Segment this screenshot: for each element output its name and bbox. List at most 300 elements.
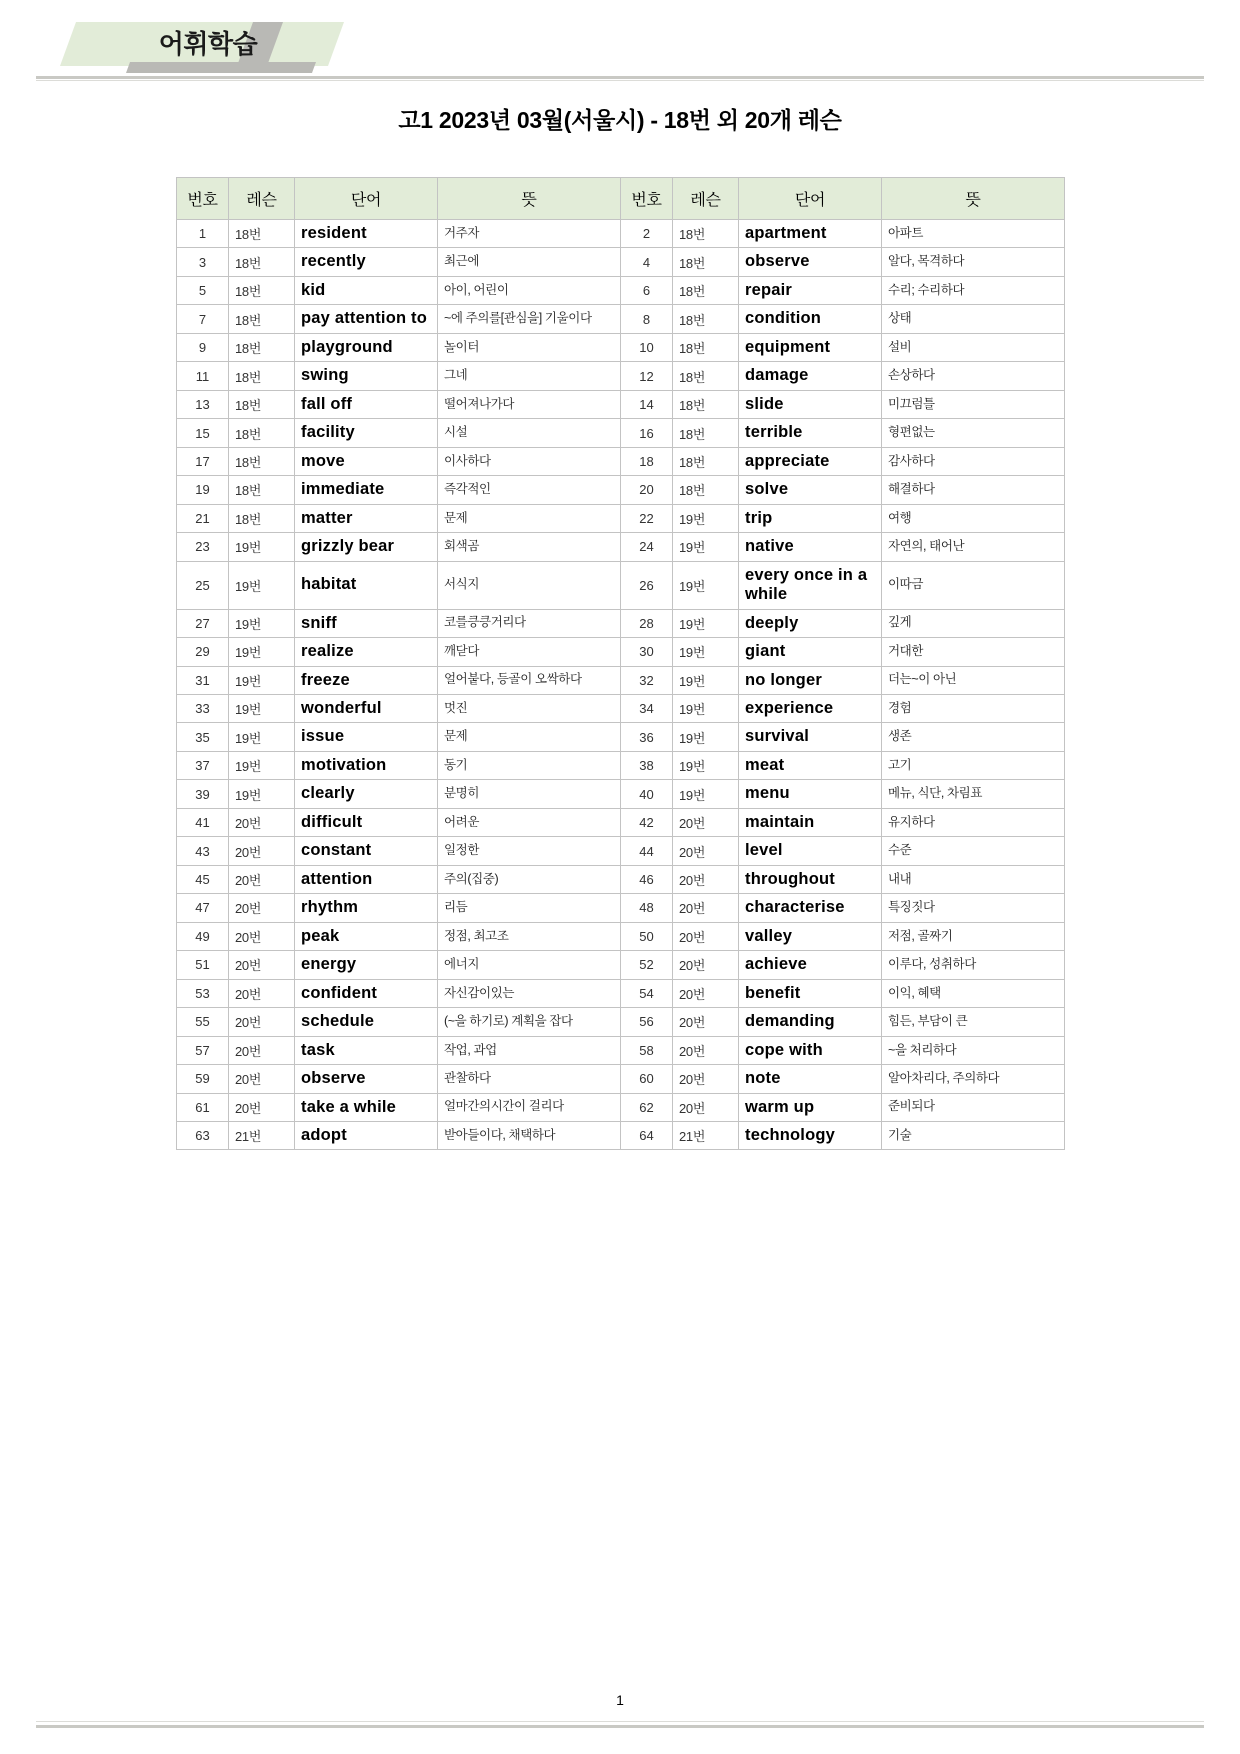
cell-word-left: motivation (295, 751, 438, 779)
cell-lesson-left: 20번 (229, 1008, 295, 1036)
cell-no-left: 45 (177, 865, 229, 893)
table-row (177, 609, 1065, 637)
cell-word-right: technology (739, 1122, 882, 1150)
cell-no-right: 2 (621, 220, 673, 248)
cell-meaning-right: ~을 처리하다 (882, 1036, 1065, 1064)
table-row (177, 837, 1065, 865)
cell-lesson-left: 18번 (229, 333, 295, 361)
table-row (177, 447, 1065, 475)
cell-word-left: move (295, 447, 438, 475)
cell-lesson-right: 20번 (673, 979, 739, 1007)
cell-word-left: habitat (295, 561, 438, 609)
cell-no-left: 57 (177, 1036, 229, 1064)
cell-word-right: menu (739, 780, 882, 808)
cell-word-right: terrible (739, 419, 882, 447)
cell-lesson-left: 19번 (229, 751, 295, 779)
cell-no-left: 13 (177, 390, 229, 418)
cell-no-right: 20 (621, 476, 673, 504)
cell-no-left: 23 (177, 533, 229, 561)
cell-no-right: 16 (621, 419, 673, 447)
cell-no-right: 28 (621, 609, 673, 637)
cell-lesson-right: 19번 (673, 561, 739, 609)
cell-meaning-right: 생존 (882, 723, 1065, 751)
column-header-lesson-left: 레슨 (229, 178, 295, 220)
cell-meaning-right: 손상하다 (882, 362, 1065, 390)
cell-lesson-right: 20번 (673, 1065, 739, 1093)
cell-no-right: 36 (621, 723, 673, 751)
cell-no-left: 35 (177, 723, 229, 751)
cell-no-right: 8 (621, 305, 673, 333)
cell-word-left: adopt (295, 1122, 438, 1150)
cell-no-right: 40 (621, 780, 673, 808)
cell-lesson-left: 20번 (229, 951, 295, 979)
cell-word-left: observe (295, 1065, 438, 1093)
cell-word-right: benefit (739, 979, 882, 1007)
cell-no-left: 15 (177, 419, 229, 447)
cell-meaning-left: 최근에 (438, 248, 621, 276)
cell-meaning-left: 리듬 (438, 894, 621, 922)
table-row (177, 333, 1065, 361)
cell-meaning-left: 얼마간의시간이 걸리다 (438, 1093, 621, 1121)
table-row (177, 476, 1065, 504)
cell-no-left: 47 (177, 894, 229, 922)
cell-no-left: 9 (177, 333, 229, 361)
cell-word-left: sniff (295, 609, 438, 637)
cell-no-right: 14 (621, 390, 673, 418)
table-row (177, 694, 1065, 722)
cell-no-right: 22 (621, 504, 673, 532)
cell-word-right: slide (739, 390, 882, 418)
cell-word-left: wonderful (295, 694, 438, 722)
cell-meaning-right: 해결하다 (882, 476, 1065, 504)
cell-word-left: recently (295, 248, 438, 276)
column-header-no-right: 번호 (621, 178, 673, 220)
cell-meaning-left: 회색곰 (438, 533, 621, 561)
cell-meaning-right: 내내 (882, 865, 1065, 893)
cell-meaning-left: 자신감이있는 (438, 979, 621, 1007)
cell-meaning-left: 거주자 (438, 220, 621, 248)
cell-no-right: 30 (621, 638, 673, 666)
cell-meaning-left: 주의(집중) (438, 865, 621, 893)
cell-meaning-left: (~을 하기로) 계획을 잡다 (438, 1008, 621, 1036)
cell-lesson-left: 18번 (229, 504, 295, 532)
cell-lesson-right: 18번 (673, 305, 739, 333)
cell-lesson-left: 20번 (229, 1065, 295, 1093)
cell-meaning-right: 더는~이 아닌 (882, 666, 1065, 694)
cell-meaning-left: 관찰하다 (438, 1065, 621, 1093)
cell-lesson-left: 20번 (229, 1036, 295, 1064)
cell-meaning-left: 얼어붙다, 등골이 오싹하다 (438, 666, 621, 694)
cell-word-right: characterise (739, 894, 882, 922)
cell-word-right: native (739, 533, 882, 561)
cell-lesson-right: 20번 (673, 922, 739, 950)
table-row (177, 865, 1065, 893)
cell-lesson-left: 20번 (229, 808, 295, 836)
cell-word-right: warm up (739, 1093, 882, 1121)
cell-lesson-left: 20번 (229, 922, 295, 950)
cell-meaning-left: 분명히 (438, 780, 621, 808)
cell-word-left: matter (295, 504, 438, 532)
cell-meaning-left: 이사하다 (438, 447, 621, 475)
cell-meaning-left: 문제 (438, 504, 621, 532)
cell-word-right: achieve (739, 951, 882, 979)
column-header-lesson-right: 레슨 (673, 178, 739, 220)
table-row (177, 723, 1065, 751)
cell-lesson-right: 18번 (673, 276, 739, 304)
banner-label: 어휘학습 (158, 29, 258, 59)
cell-word-left: realize (295, 638, 438, 666)
cell-no-right: 62 (621, 1093, 673, 1121)
cell-no-left: 31 (177, 666, 229, 694)
cell-no-right: 10 (621, 333, 673, 361)
cell-lesson-right: 18번 (673, 362, 739, 390)
cell-word-left: resident (295, 220, 438, 248)
cell-lesson-left: 18번 (229, 419, 295, 447)
table-row (177, 533, 1065, 561)
cell-word-left: fall off (295, 390, 438, 418)
cell-lesson-left: 21번 (229, 1122, 295, 1150)
cell-lesson-left: 18번 (229, 447, 295, 475)
cell-word-left: kid (295, 276, 438, 304)
cell-no-left: 33 (177, 694, 229, 722)
cell-meaning-right: 자연의, 태어난 (882, 533, 1065, 561)
cell-word-left: issue (295, 723, 438, 751)
cell-meaning-right: 형편없는 (882, 419, 1065, 447)
table-row (177, 220, 1065, 248)
cell-no-right: 56 (621, 1008, 673, 1036)
cell-lesson-right: 19번 (673, 638, 739, 666)
cell-lesson-left: 20번 (229, 979, 295, 1007)
vocabulary-table (176, 177, 1065, 1150)
vocabulary-table-container (176, 177, 1064, 1150)
cell-meaning-right: 유지하다 (882, 808, 1065, 836)
table-row (177, 666, 1065, 694)
cell-meaning-right: 기술 (882, 1122, 1065, 1150)
cell-word-right: meat (739, 751, 882, 779)
cell-word-right: valley (739, 922, 882, 950)
cell-word-left: peak (295, 922, 438, 950)
cell-no-right: 46 (621, 865, 673, 893)
cell-meaning-right: 깊게 (882, 609, 1065, 637)
cell-no-left: 21 (177, 504, 229, 532)
cell-meaning-right: 고기 (882, 751, 1065, 779)
cell-lesson-right: 19번 (673, 694, 739, 722)
cell-no-right: 26 (621, 561, 673, 609)
cell-meaning-right: 메뉴, 식단, 차림표 (882, 780, 1065, 808)
cell-word-right: throughout (739, 865, 882, 893)
table-row (177, 1008, 1065, 1036)
cell-word-right: survival (739, 723, 882, 751)
cell-lesson-right: 21번 (673, 1122, 739, 1150)
cell-no-left: 3 (177, 248, 229, 276)
cell-no-right: 34 (621, 694, 673, 722)
cell-lesson-left: 20번 (229, 894, 295, 922)
cell-lesson-right: 19번 (673, 666, 739, 694)
cell-meaning-left: 작업, 과업 (438, 1036, 621, 1064)
cell-meaning-right: 준비되다 (882, 1093, 1065, 1121)
cell-word-right: appreciate (739, 447, 882, 475)
cell-lesson-right: 18번 (673, 390, 739, 418)
cell-word-right: observe (739, 248, 882, 276)
cell-word-right: maintain (739, 808, 882, 836)
cell-meaning-left: 받아들이다, 채택하다 (438, 1122, 621, 1150)
table-row (177, 638, 1065, 666)
table-row (177, 305, 1065, 333)
section-banner (60, 22, 380, 74)
cell-meaning-left: 일정한 (438, 837, 621, 865)
table-row (177, 504, 1065, 532)
cell-no-left: 55 (177, 1008, 229, 1036)
cell-lesson-left: 20번 (229, 1093, 295, 1121)
header-divider (36, 76, 1204, 79)
page-footer (0, 1692, 1240, 1710)
cell-word-left: facility (295, 419, 438, 447)
cell-meaning-left: 그네 (438, 362, 621, 390)
cell-no-right: 24 (621, 533, 673, 561)
cell-lesson-right: 20번 (673, 951, 739, 979)
cell-meaning-left: 즉각적인 (438, 476, 621, 504)
cell-word-left: rhythm (295, 894, 438, 922)
table-row (177, 419, 1065, 447)
cell-lesson-right: 20번 (673, 894, 739, 922)
cell-no-right: 4 (621, 248, 673, 276)
cell-meaning-right: 알아차리다, 주의하다 (882, 1065, 1065, 1093)
cell-lesson-right: 18번 (673, 220, 739, 248)
cell-no-left: 39 (177, 780, 229, 808)
cell-word-left: schedule (295, 1008, 438, 1036)
cell-no-right: 44 (621, 837, 673, 865)
cell-lesson-left: 19번 (229, 561, 295, 609)
cell-meaning-left: ~에 주의를[관심을] 기울이다 (438, 305, 621, 333)
cell-meaning-right: 특징짓다 (882, 894, 1065, 922)
table-row (177, 1036, 1065, 1064)
cell-lesson-right: 18번 (673, 447, 739, 475)
cell-meaning-left: 멋진 (438, 694, 621, 722)
cell-lesson-right: 20번 (673, 837, 739, 865)
cell-lesson-left: 20번 (229, 837, 295, 865)
cell-lesson-right: 19번 (673, 723, 739, 751)
cell-word-left: clearly (295, 780, 438, 808)
cell-no-left: 17 (177, 447, 229, 475)
table-header (177, 178, 1065, 220)
table-row (177, 1065, 1065, 1093)
table-row (177, 808, 1065, 836)
cell-no-left: 19 (177, 476, 229, 504)
cell-lesson-right: 18번 (673, 476, 739, 504)
footer-divider (36, 1725, 1204, 1728)
cell-lesson-left: 18번 (229, 390, 295, 418)
cell-lesson-left: 19번 (229, 533, 295, 561)
cell-word-right: repair (739, 276, 882, 304)
cell-word-right: no longer (739, 666, 882, 694)
cell-word-left: task (295, 1036, 438, 1064)
cell-word-right: demanding (739, 1008, 882, 1036)
cell-meaning-left: 서식지 (438, 561, 621, 609)
cell-meaning-right: 여행 (882, 504, 1065, 532)
cell-lesson-left: 18번 (229, 305, 295, 333)
cell-word-right: note (739, 1065, 882, 1093)
cell-lesson-right: 19번 (673, 609, 739, 637)
cell-no-left: 1 (177, 220, 229, 248)
cell-meaning-right: 수준 (882, 837, 1065, 865)
cell-meaning-right: 이익, 혜택 (882, 979, 1065, 1007)
cell-lesson-right: 18번 (673, 419, 739, 447)
cell-no-left: 11 (177, 362, 229, 390)
cell-lesson-right: 20번 (673, 1093, 739, 1121)
cell-word-left: confident (295, 979, 438, 1007)
cell-no-left: 53 (177, 979, 229, 1007)
cell-word-left: difficult (295, 808, 438, 836)
cell-meaning-left: 문제 (438, 723, 621, 751)
cell-no-right: 50 (621, 922, 673, 950)
cell-lesson-left: 19번 (229, 694, 295, 722)
table-row (177, 390, 1065, 418)
cell-no-left: 49 (177, 922, 229, 950)
column-header-no-left: 번호 (177, 178, 229, 220)
cell-meaning-left: 코를킁킁거리다 (438, 609, 621, 637)
cell-no-right: 42 (621, 808, 673, 836)
cell-word-left: playground (295, 333, 438, 361)
cell-word-left: constant (295, 837, 438, 865)
cell-word-left: take a while (295, 1093, 438, 1121)
cell-meaning-left: 시설 (438, 419, 621, 447)
cell-no-left: 37 (177, 751, 229, 779)
cell-no-right: 12 (621, 362, 673, 390)
cell-lesson-left: 19번 (229, 666, 295, 694)
cell-no-left: 27 (177, 609, 229, 637)
table-row (177, 561, 1065, 609)
table-row (177, 751, 1065, 779)
cell-no-right: 58 (621, 1036, 673, 1064)
cell-no-left: 7 (177, 305, 229, 333)
cell-meaning-right: 아파트 (882, 220, 1065, 248)
cell-no-left: 63 (177, 1122, 229, 1150)
cell-word-left: grizzly bear (295, 533, 438, 561)
table-row (177, 780, 1065, 808)
cell-meaning-left: 정점, 최고조 (438, 922, 621, 950)
cell-meaning-right: 미끄럼틀 (882, 390, 1065, 418)
cell-lesson-right: 19번 (673, 780, 739, 808)
cell-no-left: 41 (177, 808, 229, 836)
table-row (177, 951, 1065, 979)
cell-meaning-left: 에너지 (438, 951, 621, 979)
column-header-word-left: 단어 (295, 178, 438, 220)
cell-no-left: 43 (177, 837, 229, 865)
cell-no-right: 64 (621, 1122, 673, 1150)
cell-word-right: equipment (739, 333, 882, 361)
cell-word-right: level (739, 837, 882, 865)
table-row (177, 922, 1065, 950)
cell-lesson-right: 19번 (673, 504, 739, 532)
cell-lesson-left: 19번 (229, 609, 295, 637)
cell-lesson-right: 19번 (673, 533, 739, 561)
cell-no-right: 18 (621, 447, 673, 475)
cell-no-left: 29 (177, 638, 229, 666)
cell-no-left: 59 (177, 1065, 229, 1093)
cell-word-right: condition (739, 305, 882, 333)
cell-word-left: swing (295, 362, 438, 390)
cell-meaning-right: 이루다, 성취하다 (882, 951, 1065, 979)
cell-word-right: every once in a while (739, 561, 882, 609)
cell-meaning-left: 아이, 어린이 (438, 276, 621, 304)
cell-lesson-left: 19번 (229, 780, 295, 808)
cell-meaning-left: 동기 (438, 751, 621, 779)
cell-no-left: 5 (177, 276, 229, 304)
cell-lesson-right: 19번 (673, 751, 739, 779)
cell-meaning-left: 떨어져나가다 (438, 390, 621, 418)
cell-word-left: freeze (295, 666, 438, 694)
table-header-row (177, 178, 1065, 220)
cell-meaning-right: 수리; 수리하다 (882, 276, 1065, 304)
cell-lesson-left: 18번 (229, 220, 295, 248)
cell-word-right: deeply (739, 609, 882, 637)
cell-no-right: 38 (621, 751, 673, 779)
cell-lesson-left: 19번 (229, 723, 295, 751)
cell-lesson-right: 20번 (673, 1036, 739, 1064)
cell-meaning-left: 어려운 (438, 808, 621, 836)
cell-no-left: 25 (177, 561, 229, 609)
table-row (177, 1122, 1065, 1150)
cell-meaning-right: 거대한 (882, 638, 1065, 666)
cell-lesson-right: 20번 (673, 865, 739, 893)
table-row (177, 979, 1065, 1007)
cell-word-left: attention (295, 865, 438, 893)
cell-no-right: 6 (621, 276, 673, 304)
table-row (177, 362, 1065, 390)
cell-lesson-right: 18번 (673, 333, 739, 361)
cell-lesson-right: 20번 (673, 1008, 739, 1036)
cell-no-left: 51 (177, 951, 229, 979)
cell-meaning-right: 설비 (882, 333, 1065, 361)
table-row (177, 1093, 1065, 1121)
page-title: 고1 2023년 03월(서울시) - 18번 외 20개 레슨 (398, 107, 842, 133)
cell-meaning-right: 힘든, 부담이 큰 (882, 1008, 1065, 1036)
cell-word-right: experience (739, 694, 882, 722)
cell-meaning-right: 상태 (882, 305, 1065, 333)
cell-word-right: damage (739, 362, 882, 390)
cell-no-right: 52 (621, 951, 673, 979)
cell-word-left: energy (295, 951, 438, 979)
cell-meaning-right: 경험 (882, 694, 1065, 722)
table-row (177, 276, 1065, 304)
page-number: 1 (616, 1692, 624, 1708)
page-header (0, 0, 1240, 78)
cell-word-right: cope with (739, 1036, 882, 1064)
table-row (177, 894, 1065, 922)
cell-lesson-left: 18번 (229, 248, 295, 276)
cell-no-right: 48 (621, 894, 673, 922)
cell-lesson-left: 20번 (229, 865, 295, 893)
cell-no-right: 60 (621, 1065, 673, 1093)
column-header-meaning-left: 뜻 (438, 178, 621, 220)
column-header-meaning-right: 뜻 (882, 178, 1065, 220)
cell-lesson-left: 18번 (229, 362, 295, 390)
table-body (177, 220, 1065, 1150)
cell-lesson-left: 19번 (229, 638, 295, 666)
cell-meaning-right: 저점, 골짜기 (882, 922, 1065, 950)
cell-meaning-right: 이따금 (882, 561, 1065, 609)
cell-meaning-right: 감사하다 (882, 447, 1065, 475)
cell-no-left: 61 (177, 1093, 229, 1121)
column-header-word-right: 단어 (739, 178, 882, 220)
cell-word-right: trip (739, 504, 882, 532)
cell-lesson-left: 18번 (229, 476, 295, 504)
table-row (177, 248, 1065, 276)
cell-word-right: solve (739, 476, 882, 504)
cell-word-left: pay attention to (295, 305, 438, 333)
cell-lesson-right: 20번 (673, 808, 739, 836)
cell-meaning-left: 깨닫다 (438, 638, 621, 666)
